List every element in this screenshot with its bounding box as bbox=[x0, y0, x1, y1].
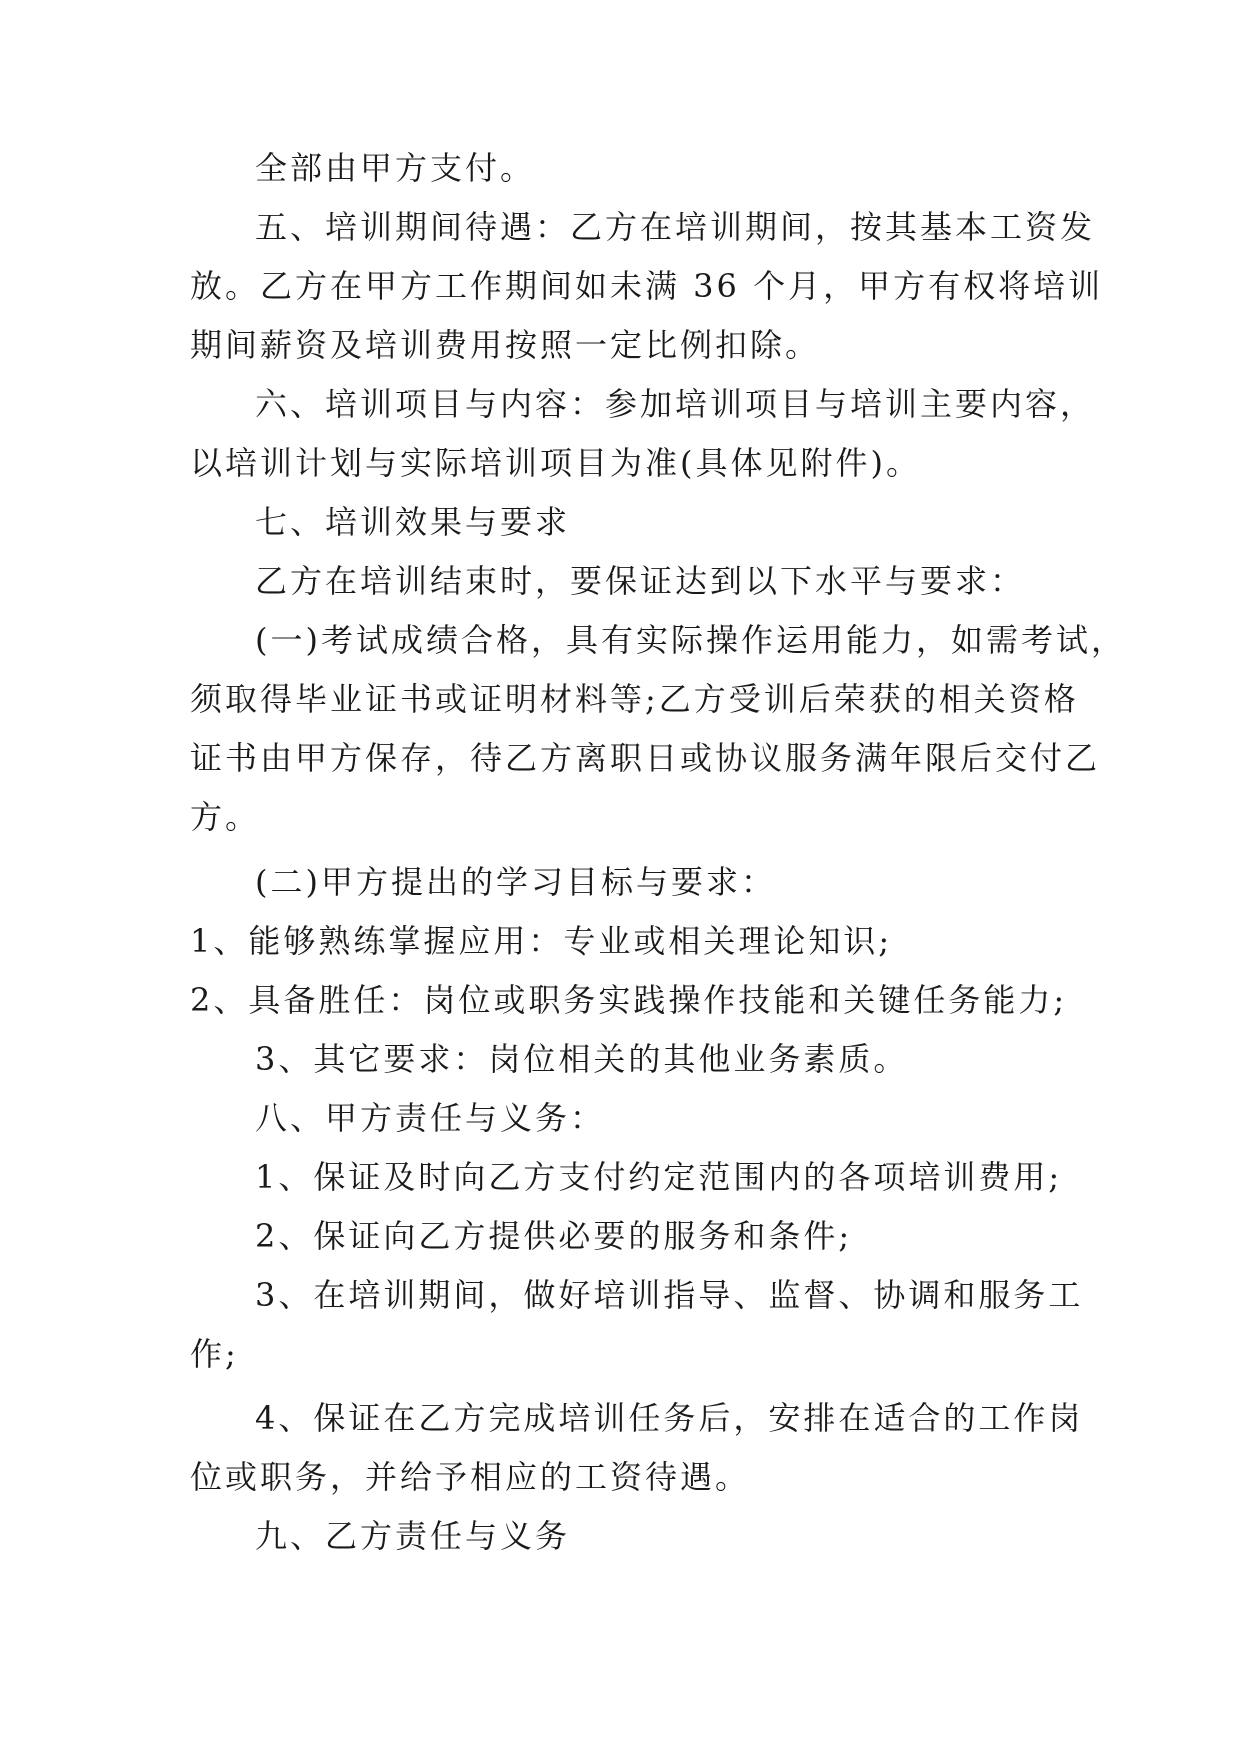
text-line: 乙方在培训结束时，要保证达到以下水平与要求： bbox=[255, 562, 1026, 600]
text-line: 2、具备胜任：岗位或职务实践操作技能和关键任务能力; bbox=[190, 981, 1068, 1019]
text-line: 2、保证向乙方提供必要的服务和条件; bbox=[255, 1217, 853, 1255]
text-line: 3、其它要求：岗位相关的其他业务素质。 bbox=[255, 1040, 909, 1078]
text-line: 期间薪资及培训费用按照一定比例扣除。 bbox=[190, 326, 821, 364]
text-line: 须取得毕业证书或证明材料等;乙方受训后荣获的相关资格 bbox=[190, 680, 1079, 718]
text-line: 五、培训期间待遇：乙方在培训期间，按其基本工资发 bbox=[255, 208, 1096, 246]
text-line: 全部由甲方支付。 bbox=[255, 149, 536, 187]
text-line: (一)考试成绩合格，具有实际操作运用能力，如需考试， bbox=[255, 621, 1126, 659]
text-line: 位或职务，并给予相应的工资待遇。 bbox=[190, 1458, 751, 1496]
text-line: 八、甲方责任与义务： bbox=[255, 1099, 606, 1137]
text-line: 作; bbox=[190, 1335, 239, 1373]
text-line: 3、在培训期间，做好培训指导、监督、协调和服务工 bbox=[255, 1276, 1084, 1314]
text-line: 证书由甲方保存，待乙方离职日或协议服务满年限后交付乙 bbox=[190, 739, 1101, 777]
text-line: 放。乙方在甲方工作期间如未满 36 个月，甲方有权将培训 bbox=[190, 267, 1104, 305]
text-line: 4、保证在乙方完成培训任务后，安排在适合的工作岗 bbox=[255, 1399, 1084, 1437]
text-line: 七、培训效果与要求 bbox=[255, 503, 571, 541]
text-line: (二)甲方提出的学习目标与要求： bbox=[255, 863, 776, 901]
text-line: 以培训计划与实际培训项目为准(具体见附件)。 bbox=[190, 444, 921, 482]
text-line: 九、乙方责任与义务 bbox=[255, 1517, 571, 1555]
text-line: 六、培训项目与内容：参加培训项目与培训主要内容， bbox=[255, 385, 1096, 423]
text-line: 1、能够熟练掌握应用：专业或相关理论知识; bbox=[190, 922, 893, 960]
text-line: 1、保证及时向乙方支付约定范围内的各项培训费用; bbox=[255, 1158, 1063, 1196]
text-line: 方。 bbox=[190, 798, 261, 836]
